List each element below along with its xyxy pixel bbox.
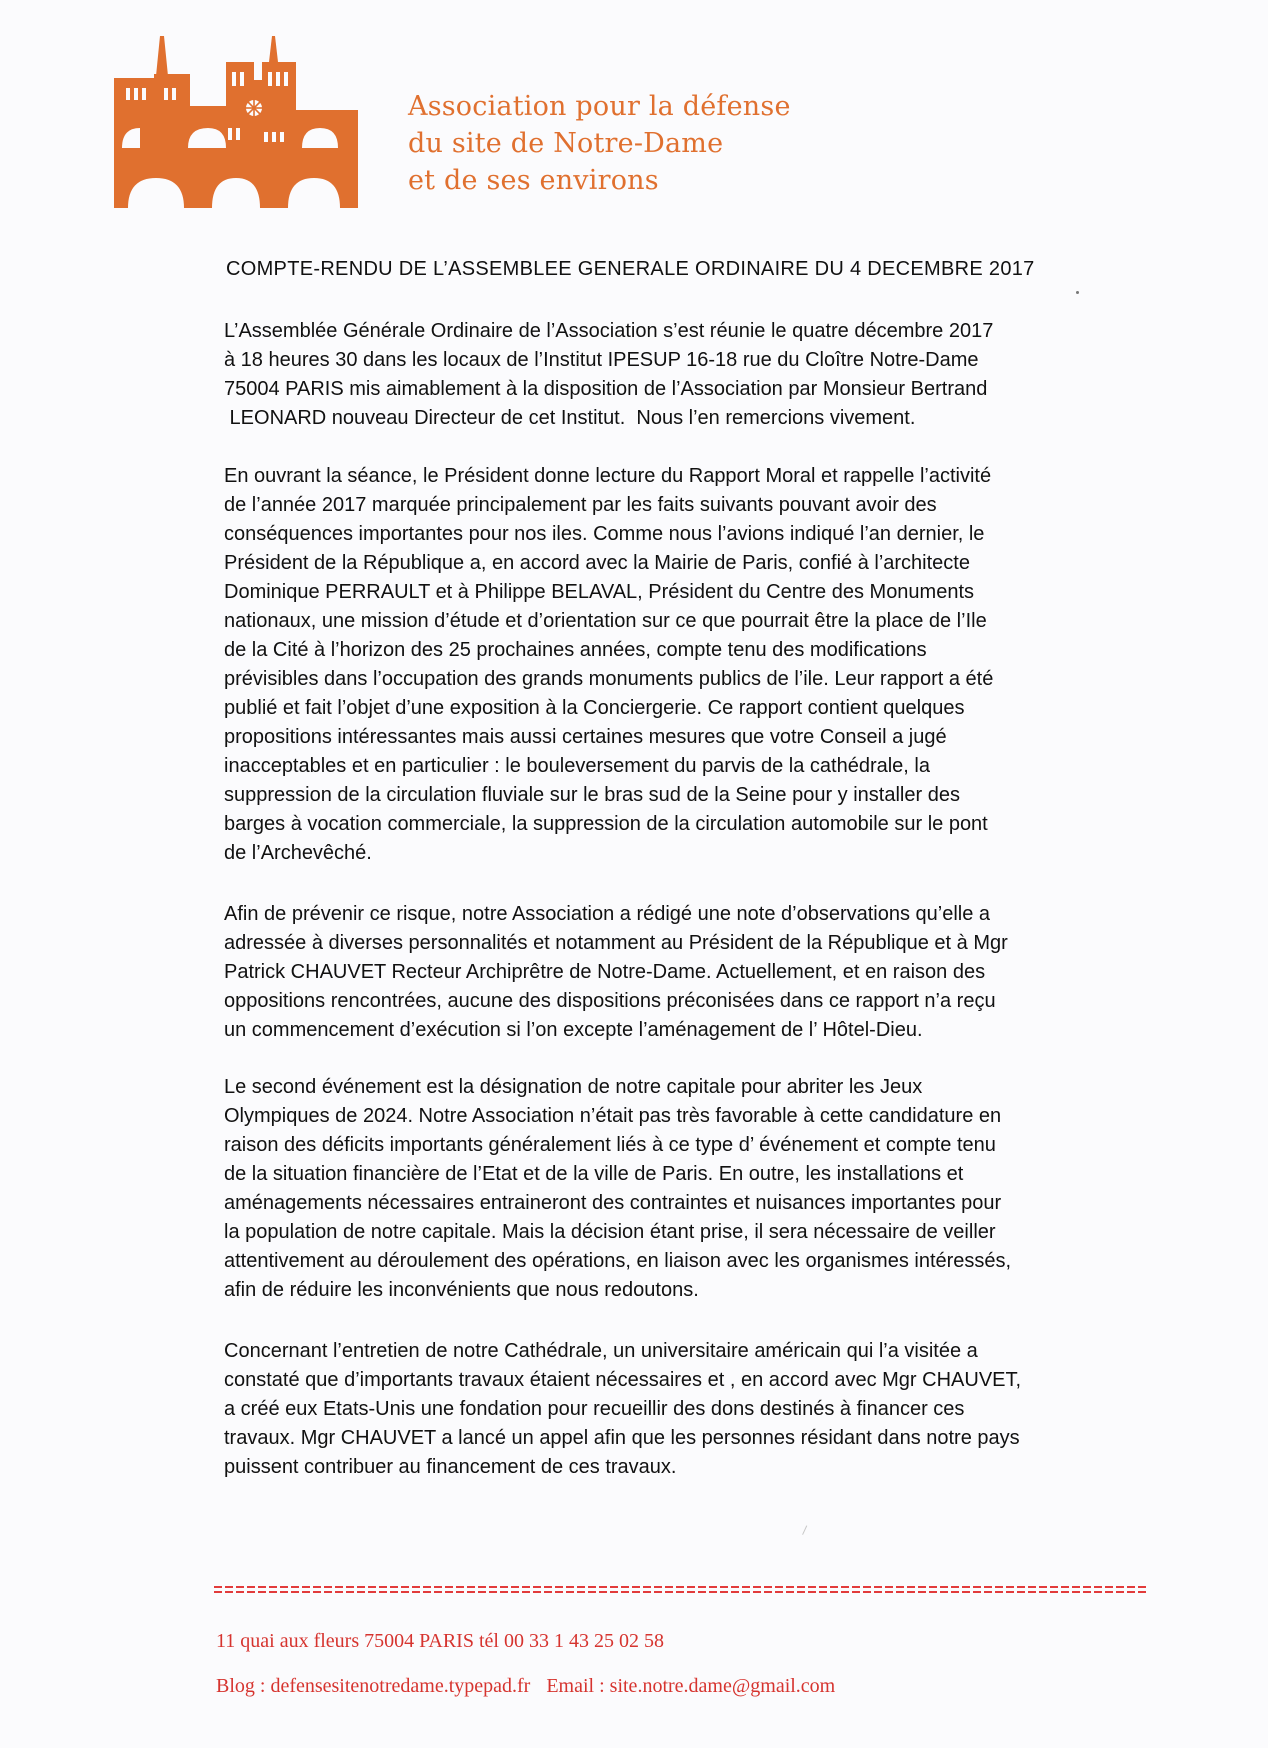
scan-speck: [1076, 291, 1079, 294]
text-line: En ouvrant la séance, le Président donne lecture du Rapport Moral et rappelle l’activité: [224, 465, 992, 487]
text-line: conséquences importantes pour nos iles. Comme nous l’avions indiqué l’an dernier, le: [224, 523, 985, 545]
text-line: barges à vocation commerciale, la suppression de la circulation automobile sur le pont: [224, 813, 988, 835]
text-line: raison des déficits importants généralement liés à ce type d’ événement et compte tenu: [224, 1134, 996, 1156]
text-line: à 18 heures 30 dans les locaux de l’Institut IPESUP 16-18 rue du Cloître Notre-Dame: [224, 349, 979, 371]
text-line: la population de notre capitale. Mais la décision étant prise, il sera nécessaire de veiller: [224, 1221, 996, 1243]
paragraph-observations-note: [224, 900, 1160, 1045]
text-line: de l’année 2017 marquée principalement par les faits suivants pouvant avoir des: [224, 494, 937, 516]
text-line: nationaux, une mission d’étude et d’orientation sur ce que pourrait être la place de l’Ile: [224, 610, 987, 632]
text-line: afin de réduire les inconvénients que nous redoutons.: [224, 1279, 699, 1301]
paragraph-moral-report: [224, 462, 1160, 868]
text-line: L’Assemblée Générale Ordinaire de l’Association s’est réunie le quatre décembre 2017: [224, 320, 994, 342]
document-title: COMPTE-RENDU DE L’ASSEMBLEE GENERALE ORDINAIRE DU 4 DECEMBRE 2017: [226, 258, 1035, 280]
text-line: adressée à diverses personnalités et notamment au Président de la République et à Mgr: [224, 932, 1008, 954]
text-line: travaux. Mgr CHAUVET a lancé un appel afin que les personnes résidant dans notre pays: [224, 1427, 1020, 1449]
org-name-line: du site de Notre-Dame: [408, 128, 724, 159]
org-name-line: Association pour la défense: [408, 91, 791, 122]
organization-name: [408, 88, 791, 199]
blog-link[interactable]: Blog : defensesitenotredame.typepad.fr: [216, 1675, 531, 1697]
text-line: attentivement au déroulement des opérations, en liaison avec les organismes intéressés,: [224, 1250, 1012, 1272]
text-line: de la Cité à l’horizon des 25 prochaines années, compte tenu des modifications: [224, 639, 927, 661]
notre-dame-cathedral-logo-icon: [114, 36, 358, 208]
text-line: propositions intéressantes mais aussi certaines mesures que votre Conseil a jugé: [224, 726, 947, 748]
text-line: suppression de la circulation fluviale sur le bras sud de la Seine pour y installer des: [224, 784, 960, 806]
text-line: Afin de prévenir ce risque, notre Association a rédigé une note d’observations qu’elle a: [224, 903, 991, 925]
text-line: inacceptables et en particulier : le bouleversement du parvis de la cathédrale, la: [224, 755, 930, 777]
paragraph-olympic-games: [224, 1073, 1160, 1305]
email-link[interactable]: Email : site.notre.dame@gmail.com: [546, 1675, 836, 1697]
text-line: de la situation financière de l’Etat et de la ville de Paris. En outre, les installations et: [224, 1163, 964, 1185]
text-line: LEONARD nouveau Directeur de cet Institut. Nous l’en remercions vivement.: [224, 407, 916, 429]
scan-speck: [802, 1525, 811, 1536]
text-line: Dominique PERRAULT et à Philippe BELAVAL, Président du Centre des Monuments: [224, 581, 975, 603]
paragraph-meeting-intro: [224, 317, 1160, 433]
footer-separator: [214, 1586, 1146, 1600]
text-line: oppositions rencontrées, aucune des dispositions préconisées dans ce rapport n’a reçu: [224, 990, 996, 1012]
org-name-line: et de ses environs: [408, 165, 659, 196]
text-line: prévisibles dans l’occupation des grands monuments publics de l’ile. Leur rapport a été: [224, 668, 994, 690]
paragraph-cathedral-maintenance: [224, 1337, 1160, 1482]
text-line: Concernant l’entretien de notre Cathédrale, un universitaire américain qui l’a visitée a: [224, 1340, 978, 1362]
text-line: constaté que d’importants travaux étaient nécessaires et , en accord avec Mgr CHAUVET,: [224, 1369, 1022, 1391]
text-line: a créé eux Etats-Unis une fondation pour recueillir des dons destinés à financer ces: [224, 1398, 965, 1420]
text-line: Le second événement est la désignation de notre capitale pour abriter les Jeux: [224, 1076, 923, 1098]
text-line: Président de la République a, en accord avec la Mairie de Paris, confié à l’architecte: [224, 552, 970, 574]
footer-contact: [216, 1675, 835, 1698]
text-line: aménagements nécessaires entraineront des contraintes et nuisances importantes pour: [224, 1192, 1002, 1214]
text-line: puissent contribuer au financement de ces travaux.: [224, 1456, 677, 1478]
text-line: publié et fait l’objet d’une exposition à la Conciergerie. Ce rapport contient quelques: [224, 697, 965, 719]
text-line: de l’Archevêché.: [224, 842, 372, 864]
text-line: Olympiques de 2024. Notre Association n’était pas très favorable à cette candidature en: [224, 1105, 1002, 1127]
text-line: 75004 PARIS mis aimablement à la disposition de l’Association par Monsieur Bertrand: [224, 378, 988, 400]
footer-address: 11 quai aux fleurs 75004 PARIS tél 00 33 1 43 25 02 58: [216, 1630, 664, 1652]
text-line: Patrick CHAUVET Recteur Archiprêtre de Notre-Dame. Actuellement, et en raison des: [224, 961, 986, 983]
text-line: un commencement d’exécution si l’on excepte l’aménagement de l’ Hôtel-Dieu.: [224, 1019, 923, 1041]
